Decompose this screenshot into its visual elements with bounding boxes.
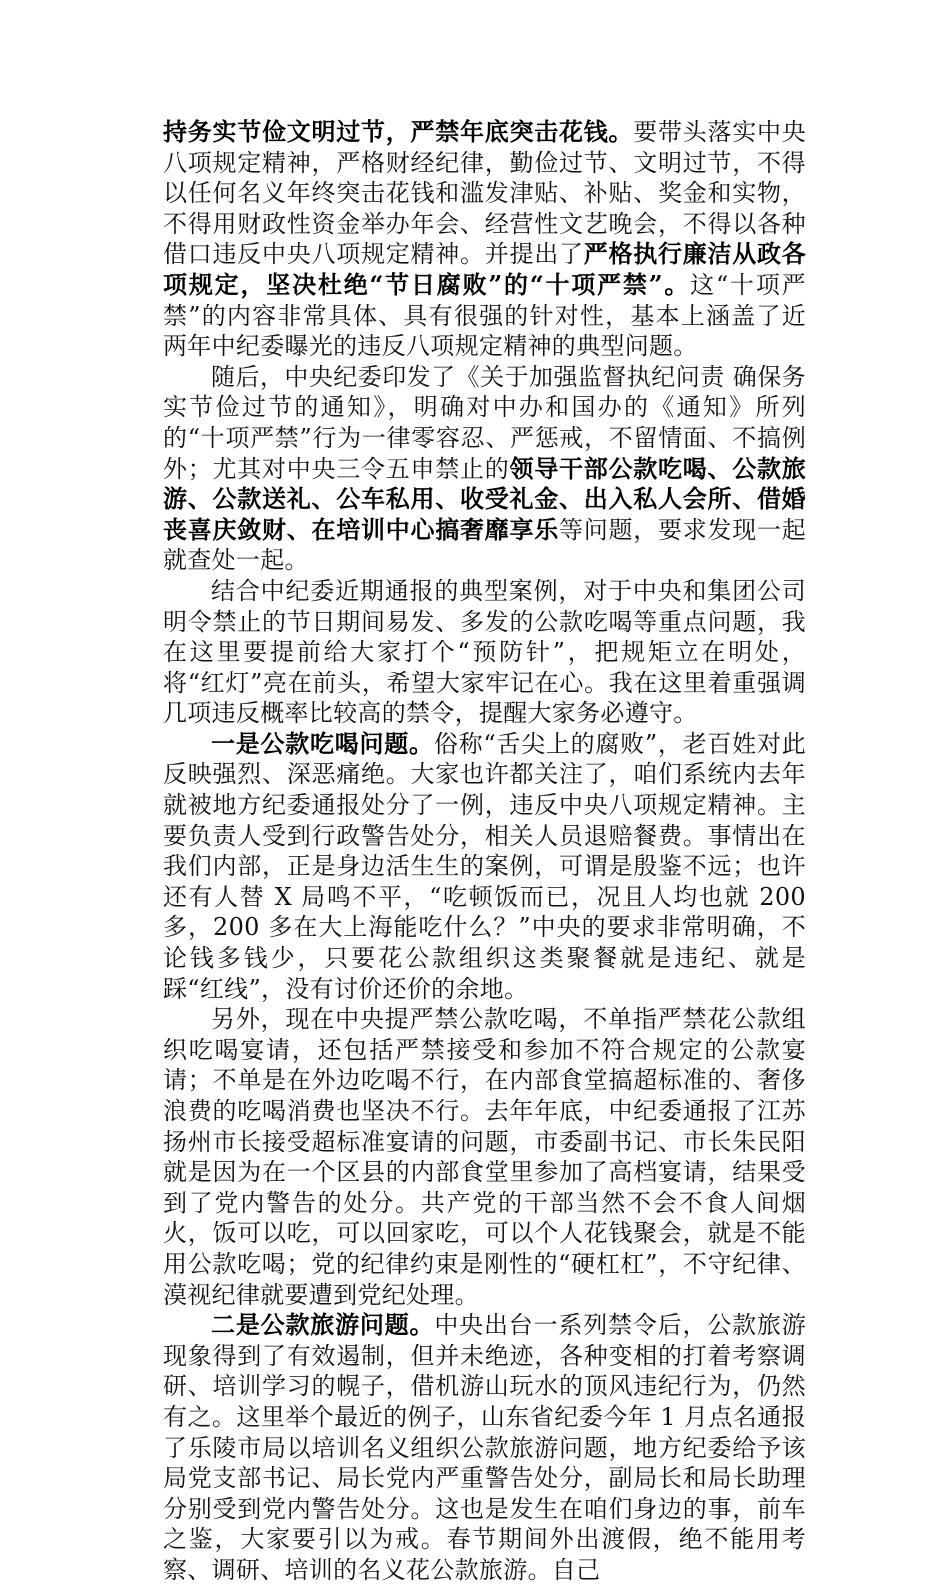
text-run: 要带头落实中央八项规定精神，严格财经纪律，勤俭过节、文明过节，不得以任何名义年终突击花钱和滥发津贴、补贴、奖金和实物，不得用财政性资金举办年会、经营性文艺晚会，不得以各种借口违反中央八项规定精神。并提出了 bbox=[163, 118, 806, 269]
bold-run: 严格执行廉洁从政各项规定，坚决杜绝“节日腐败”的“十项严禁”。 bbox=[163, 239, 806, 299]
bold-run: 持务实节俭文明过节，严禁年底突击花钱。 bbox=[163, 117, 634, 146]
text-run: 俗称“舌尖上的腐败”，老百姓对此反映强烈、深恶痛绝。大家也许都关注了，咱们系统内去年就被地方纪委通报处分了一例，违反中央八项规定精神。主要负责人受到行政警告处分，相关人员退赔餐费。事情出在我们内部，正是身边活生生的案例，可谓是殷鉴不远；也许还有人替 X 局鸣不平，“吃顿饭而已，况且人均也就 200 多，200 多在大上海能吃什么？”中央的要求非常明确，不论钱多钱少，只要花公款组织这类聚餐就是违纪、就是踩“红线”，没有讨价还价的余地。 bbox=[163, 729, 806, 1003]
paragraph-public-dining bbox=[163, 729, 806, 1004]
paragraph-public-travel bbox=[163, 1310, 806, 1585]
text-run: 另外，现在中央提严禁公款吃喝，不单指严禁花公款组织吃喝宴请，还包括严禁接受和参加不符合规定的公款宴请；不单是在外边吃喝不行，在内部食堂搞超标准的、奢侈浪费的吃喝消费也坚决不行。去年年底，中纪委通报了江苏扬州市长接受超标准宴请的问题，市委副书记、市长朱民阳就是因为在一个区县的内部食堂里参加了高档宴请，结果受到了党内警告的处分。共产党的干部当然不会不食人间烟火，饭可以吃，可以回家吃，可以个人花钱聚会，就是不能用公款吃喝；党的纪律约束是刚性的“硬杠杠”，不守纪律、漠视纪律就要遭到党纪处理。 bbox=[163, 1005, 806, 1309]
bold-run: 二是公款旅游问题。 bbox=[211, 1310, 435, 1340]
text-run: 结合中纪委近期通报的典型案例，对于中央和集团公司明令禁止的节日期间易发、多发的公款吃喝等重点问题，我在这里要提前给大家打个“预防针”，把规矩立在明处，将“红灯”亮在前头，希望大家牢记在心。我在这里着重强调几项违反概率比较高的禁令，提醒大家务必遵守。 bbox=[163, 576, 806, 728]
text-run: 中央出台一系列禁令后，公款旅游现象得到了有效遏制，但并未绝迹，各种变相的打着考察调研、培训学习的幌子，借机游山玩水的顶风违纪行为，仍然有之。这里举个最近的例子，山东省纪委今年 1 月点名通报了乐陵市局以培训名义组织公款旅游问题，地方纪委给予该局党支部书记、局长党内严重警告处分，副局长和局长助理分别受到党内警告处分。这也是发生在咱们身边的事，前车之鉴，大家要引以为戒。春节期间外出渡假，绝不能用考察、调研、培训的名义花公款旅游。自己 bbox=[163, 1311, 807, 1584]
document-page bbox=[163, 117, 806, 1586]
paragraph-discipline-notice bbox=[163, 362, 806, 576]
text-run: 这“十项严禁”的内容非常具体、具有很强的针对性，基本上涵盖了近两年中纪委曝光的违反八项规定精神的典型问题。 bbox=[163, 270, 806, 361]
paragraph-ten-prohibitions bbox=[163, 117, 806, 362]
paragraph-warning bbox=[163, 576, 806, 729]
text-run: 随后，中央纪委印发了《关于加强监督执纪问责 确保务实节俭过节的通知》，明确对中办和国办的《通知》所列的“十项严禁”行为一律零容忍、严惩戒，不留情面、不搞例外；尤其对中央三令五申禁止的 bbox=[163, 362, 806, 483]
paragraph-banquet-rules bbox=[163, 1004, 806, 1310]
text-run: 等问题，要求发现一起就查处一起。 bbox=[163, 515, 806, 575]
bold-run: 一是公款吃喝问题。 bbox=[211, 728, 434, 758]
bold-run: 领导干部公款吃喝、公款旅游、公款送礼、公车私用、收受礼金、出入私人会所、借婚丧喜庆敛财、在培训中心搞奢靡享乐 bbox=[163, 453, 806, 544]
